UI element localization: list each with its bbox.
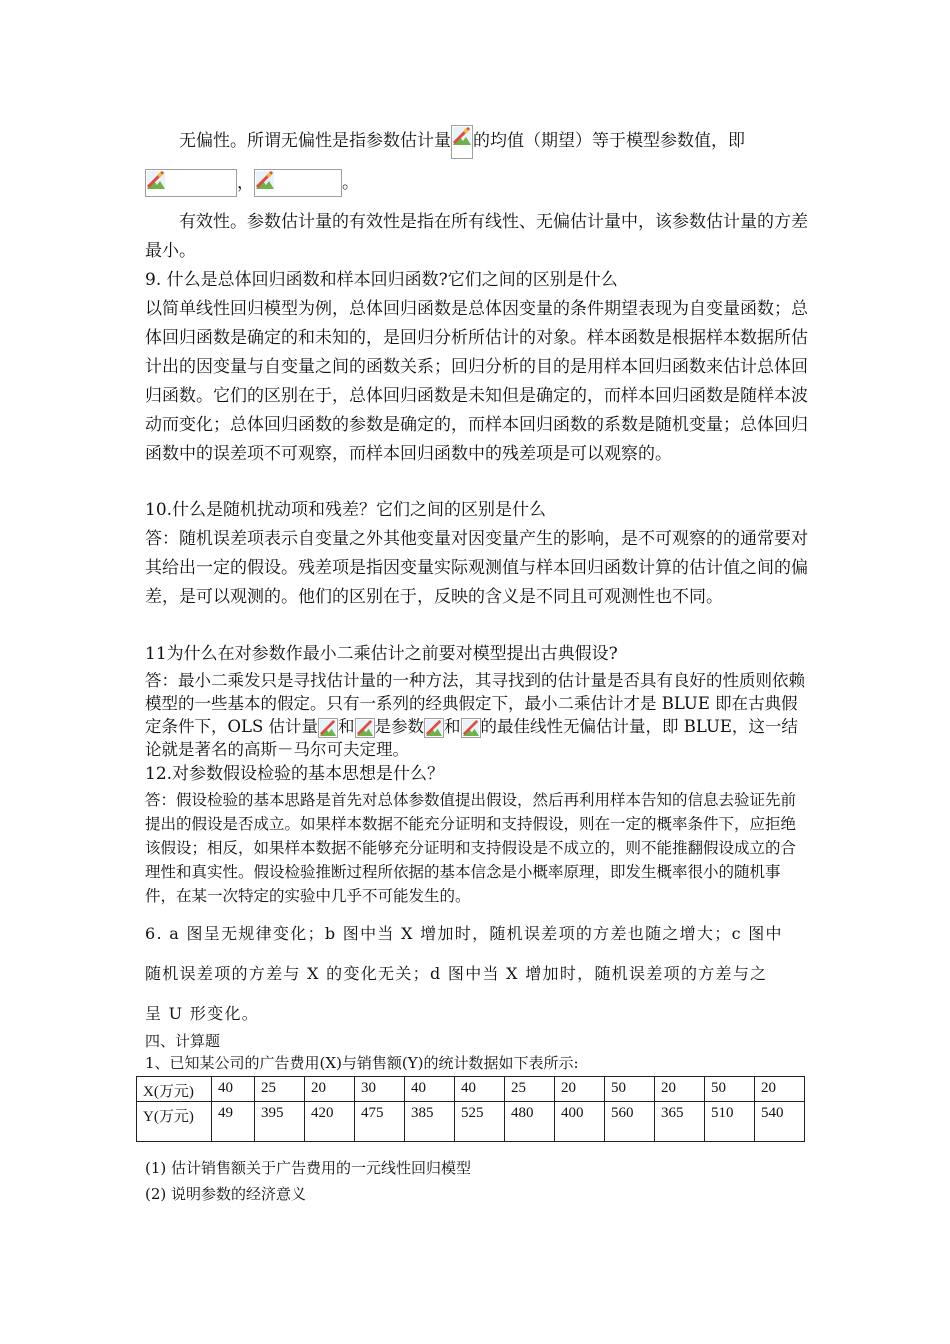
data-table-wrapper — [136, 1076, 805, 1142]
sub-question-2: (2) 说明参数的经济意义 — [145, 1185, 307, 1203]
table-cell: 40 — [405, 1077, 455, 1102]
table-cell: 40 — [455, 1077, 505, 1102]
question-12 — [145, 760, 810, 908]
table-cell: 50 — [605, 1077, 655, 1102]
table-row — [137, 1077, 805, 1102]
broken-image-icon — [461, 718, 481, 738]
broken-image-icon — [355, 718, 375, 738]
question-11 — [145, 640, 810, 761]
q12-answer: 答：假设检验的基本思路是首先对总体参数值提出假设，然后再利用样本告知的信息去验证先前提出的假设是否成立。如果样本数据不能充分证明和支持假设，则在一定的概率条件下，应拒绝该假设；相反，如果样本数据不能够充分证明和支持假设是不成立的，则不能推翻假设成立的合理性和真实性。假设检验推断过程所依据的基本信念是小概率原理，即发生概率很小的随机事件，在某一次特定的实验中几乎不可能发生的。 — [145, 791, 797, 905]
section-4-heading: 四、计算题 — [145, 1032, 221, 1050]
table-cell: 475 — [355, 1102, 405, 1142]
broken-image-icon — [254, 169, 342, 197]
para-efficiency — [145, 208, 810, 266]
q10-answer: 答：随机误差项表示自变量之外其他变量对因变量产生的影响，是不可观察的的通常要对其给出一定的假设。残差项是指因变量实际观测值与样本回归函数计算的估计值之间的偏差，是可以观测的。他们的区别在于，反映的含义是不同且可观测性也不同。 — [145, 529, 808, 607]
table-cell: 510 — [705, 1102, 755, 1142]
table-cell: 20 — [555, 1077, 605, 1102]
table-cell: 30 — [355, 1077, 405, 1102]
table-cell: Y(万元) — [137, 1102, 212, 1142]
table-cell: 40 — [212, 1077, 255, 1102]
table-cell: 420 — [305, 1102, 355, 1142]
table-cell: 385 — [405, 1102, 455, 1142]
table-cell: 49 — [212, 1102, 255, 1142]
broken-image-icon — [451, 125, 473, 159]
question-10 — [145, 496, 810, 612]
q6-line-2: 随机误差项的方差与 X 的变化无关；d 图中当 X 增加时，随机误差项的方差与之 — [145, 964, 768, 983]
problem-1-statement: 1、已知某公司的广告费用(X)与销售额(Y)的统计数据如下表所示: — [145, 1054, 579, 1072]
broken-image-icon — [424, 718, 444, 738]
unbiased-end: 。 — [342, 172, 359, 193]
unbiased-tail: 的均值（期望）等于模型参数值，即 — [473, 131, 745, 151]
question-9 — [145, 266, 810, 469]
table-cell: 365 — [655, 1102, 705, 1142]
broken-image-icon — [145, 169, 237, 197]
q11-and-2: 和 — [444, 717, 461, 736]
unbiased-lead: 无偏性。所谓无偏性是指参数估计量 — [179, 131, 451, 151]
q6-line-1: 6. a 图呈无规律变化；b 图中当 X 增加时，随机误差项的方差也随之增大；c 图中 — [145, 924, 783, 943]
sub-question-1: (1) 估计销售额关于广告费用的一元线性回归模型 — [145, 1159, 472, 1177]
section-calculation — [145, 1030, 825, 1074]
q11-answer-part2: 的最佳线性无偏估计量，即 BLUE，这一结论就是著名的高斯－马尔可夫定理。 — [145, 717, 798, 759]
table-cell: 20 — [305, 1077, 355, 1102]
table-cell: 20 — [655, 1077, 705, 1102]
ad-sales-table — [136, 1076, 805, 1142]
q11-answer — [145, 669, 810, 761]
problem-1-subquestions — [145, 1155, 810, 1207]
table-row — [137, 1102, 805, 1142]
unbiased-separator: ， — [237, 172, 254, 193]
question-6 — [145, 914, 810, 1034]
table-cell: 525 — [455, 1102, 505, 1142]
q11-and-1: 和 — [338, 717, 355, 736]
broken-image-icon — [318, 718, 338, 738]
table-cell: 540 — [755, 1102, 805, 1142]
q6-line-3: 呈 U 形变化。 — [145, 1004, 260, 1023]
q9-answer: 以简单线性回归模型为例，总体回归函数是总体因变量的条件期望表现为自变量函数；总体回归函数是确定的和未知的，是回归分析所估计的对象。样本函数是根据样本数据所估计出的因变量与自变量之间的函数关系；回归分析的目的是用样本回归函数来估计总体回归函数。它们的区别在于，总体回归函数是未知但是确定的，而样本回归函数是随样本波动而变化；总体回归函数的参数是确定的，而样本回归函数的系数是随机变量；总体回归函数中的误差项不可观察，而样本回归函数中的残差项是可以观察的。 — [145, 299, 808, 464]
table-cell: 395 — [255, 1102, 305, 1142]
table-cell: 400 — [555, 1102, 605, 1142]
q11-title: 11为什么在对参数作最小二乘估计之前要对模型提出古典假设? — [145, 644, 618, 664]
table-cell: 20 — [755, 1077, 805, 1102]
table-cell: 560 — [605, 1102, 655, 1142]
q9-title: 9. 什么是总体回归函数和样本回归函数?它们之间的区别是什么 — [145, 270, 618, 290]
table-cell: 480 — [505, 1102, 555, 1142]
table-cell: 25 — [505, 1077, 555, 1102]
q12-title: 12.对参数假设检验的基本思想是什么？ — [145, 764, 445, 784]
q11-answer-part1: 答：最小二乘发只是寻找估计量的一种方法，其寻找到的估计量是否具有良好的性质则依赖模型的一些基本的假定。只有一系列的经典假定下，最小二乘估计才是 BLUE 即在古典假定条件下，OLS 估计量 — [145, 671, 805, 736]
table-cell: 25 — [255, 1077, 305, 1102]
q10-title: 10.什么是随机扰动项和残差？它们之间的区别是什么 — [145, 500, 547, 520]
table-cell: 50 — [705, 1077, 755, 1102]
q11-is-param: 是参数 — [374, 717, 425, 736]
efficiency-text: 有效性。参数估计量的有效性是指在所有线性、无偏估计量中，该参数估计量的方差最小。 — [145, 212, 808, 261]
para-unbiased — [145, 124, 810, 199]
table-cell: X(万元) — [137, 1077, 212, 1102]
